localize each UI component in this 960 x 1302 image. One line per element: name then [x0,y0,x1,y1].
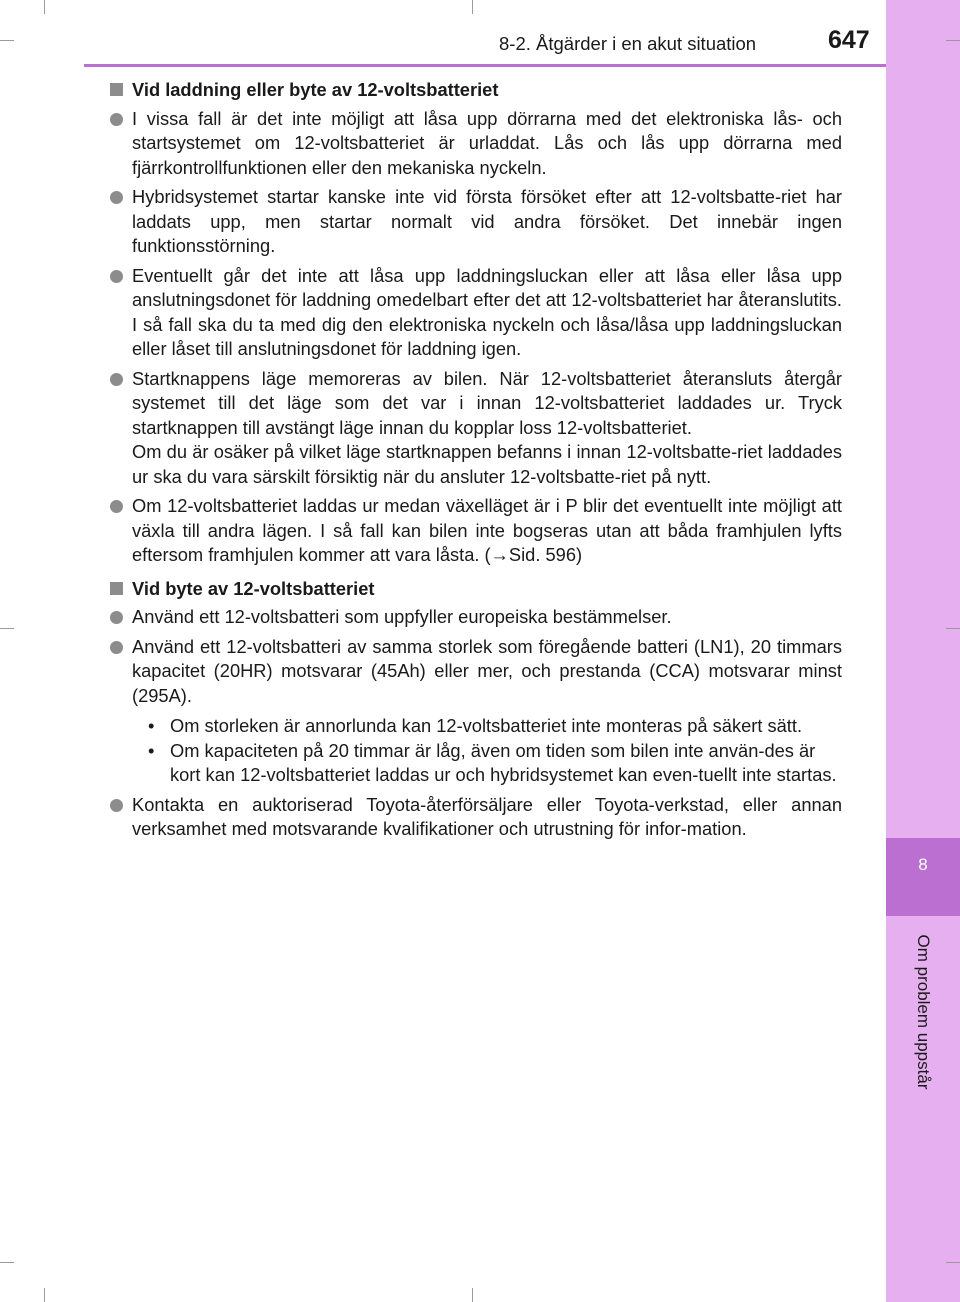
round-bullet-icon [110,611,123,624]
item-text: Om 12-voltsbatteriet laddas ur medan växelläget är i P blir det eventuellt inte möjligt att växla till andra lägen. I så fall kan bilen inte bogseras utan att båda framhjulen lyfts eftersom framhjulen kommer att vara låsta. (→Sid. 596) [132,495,842,565]
chapter-side-tab [886,0,960,1302]
crop-mark [0,1262,14,1263]
list-item [110,635,842,788]
sub-list-item: • Om storleken är annorlunda kan 12-voltsbatteriet inte monteras på säkert sätt. [132,714,842,739]
list-item [110,185,842,259]
crop-mark [946,40,960,41]
round-bullet-icon [110,641,123,654]
square-bullet-icon [110,83,123,96]
list-item [110,494,842,568]
crop-mark [0,40,14,41]
list-item [110,605,842,630]
item-text: Kontakta en auktoriserad Toyota-återförsäljare eller Toyota-verkstad, eller annan verksamhet med motsvarande kvalifikationer och utrustning för infor-mation. [132,793,842,839]
sub-list-item: • Om kapaciteten på 20 timmar är låg, även om tiden som bilen inte använ-des är kort kan 12-voltsbatteriet laddas ur och hybridsystemet kan even-tuellt inte startas. [148,739,837,785]
sub-list [132,714,842,788]
round-bullet-icon [110,270,123,283]
list-item [110,793,842,842]
item-text: Använd ett 12-voltsbatteri som uppfyller europeiska bestämmelser. [132,606,672,627]
dot-bullet-icon: • [148,715,155,736]
round-bullet-icon [110,799,123,812]
crop-mark [472,0,473,14]
item-text: I vissa fall är det inte möjligt att låsa upp dörrarna med det elektroniska lås- och startsystemet om 12-voltsbatteriet är urladdat. Lås och lås upp dörrarna med fjärrkontrollfunktionen eller den mekaniska nyckeln. [132,107,842,178]
crop-mark [946,628,960,629]
round-bullet-icon [110,191,123,204]
section-heading: Vid byte av 12-voltsbatteriet [110,577,842,602]
round-bullet-icon [110,113,123,126]
page-number: 647 [828,26,870,54]
chapter-number-box [886,838,960,916]
page-content [110,78,842,847]
header-rule [84,64,886,67]
item-text: Hybridsystemet startar kanske inte vid första försöket efter att 12-voltsbatte-riet har laddats upp, men startar normalt vid andra försöket. Det innebär ingen funktionsstörning. [132,186,842,256]
item-text: Om du är osäker på vilket läge startknappen befanns i innan 12-voltsbatte-riet laddades ur ska du vara särskilt försiktig när du ansluter 12-voltsbatte-riet på nytt. [132,441,842,487]
crop-mark [472,1288,473,1302]
item-text: Använd ett 12-voltsbatteri av samma storlek som föregående batteri (LN1), 20 timmars kapacitet (20HR) motsvarar (45Ah) eller mer, och prestanda (CCA) motsvarar minst (295A). [132,635,842,706]
chapter-number: 8 [918,855,928,874]
crop-mark [44,0,45,14]
crop-mark [44,1288,45,1302]
round-bullet-icon [110,500,123,513]
chapter-title: Om problem uppstår [914,934,933,1090]
round-bullet-icon [110,373,123,386]
running-header: 8-2. Åtgärder i en akut situation [499,33,757,54]
list-item [110,264,842,362]
crop-mark [0,628,14,629]
square-bullet-icon [110,582,123,595]
list-item [110,367,842,490]
crop-mark [946,1262,960,1263]
list-item [110,107,842,181]
dot-bullet-icon: • [148,739,155,761]
item-text: Eventuellt går det inte att låsa upp laddningsluckan eller att låsa eller låsa upp anslutningsdonet för laddning omedelbart efter det att 12-voltsbatteriet har återanslutits. I så fall ska du ta med dig den elektroniska nyckeln och låsa/låsa upp laddningsluckan eller låset till anslutningsdonet för laddning igen. [132,264,842,359]
section-heading: Vid laddning eller byte av 12-voltsbatteriet [110,78,842,103]
item-text: Startknappens läge memoreras av bilen. När 12-voltsbatteriet återansluts återgår systemet till det läge som det var i innan 12-voltsbatteriet laddades ur. Tryck startknappen till avstängt läge innan du kopplar loss 12-voltsbatteriet. [132,367,842,438]
